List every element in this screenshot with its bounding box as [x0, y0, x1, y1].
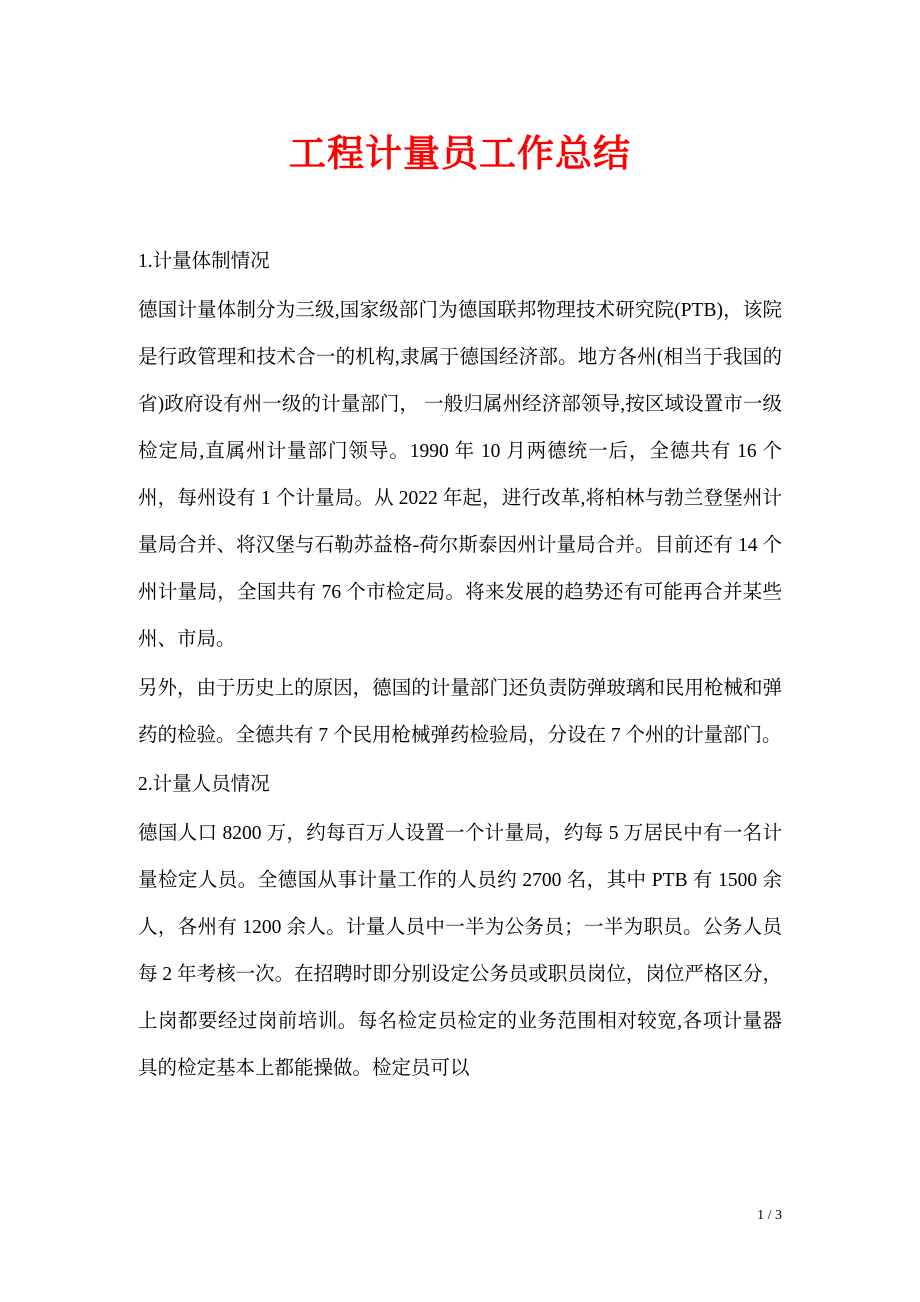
page-title: 工程计量员工作总结 [289, 133, 631, 174]
page-number: 1 / 3 [757, 1208, 782, 1223]
section-heading-2: 2.计量人员情况 [138, 774, 270, 796]
body-paragraph-3: 德国人口 8200 万，约每百万人设置一个计量局，约每 5 万居民中有一名计量检定人员。全德国从事计量工作的人员约 2700 名，其中 PTB 有 1500 余人，各州有 1200 余人。计量人员中一半为公务员；一半为职员。公务人员每 2 年考核一次。在招聘时即分别设定公务员或职员岗位，岗位严格区分，上岗都要经过岗前培训。每名检定员检定的业务范围相对较宽,各项计量器具的检定基本上都能操做。检定员可以 [138, 823, 782, 1080]
section-heading-1: 1.计量体制情况 [138, 251, 270, 273]
document-body [138, 238, 782, 1092]
body-paragraph-2: 另外，由于历史上的原因，德国的计量部门还负责防弹玻璃和民用枪械和弹药的检验。全德共有 7 个民用枪械弹药检验局，分设在 7 个州的计量部门。 [138, 678, 782, 747]
body-paragraph-1: 德国计量体制分为三级,国家级部门为德国联邦物理技术研究院(PTB)，该院是行政管理和技术合一的机构,隶属于德国经济部。地方各州(相当于我国的省)政府设有州一级的计量部门， 一般归属州经济部领导,按区域设置市一级检定局,直属州计量部门领导。1990 年 10 月两德统一后，全德共有 16 个州，每州设有 1 个计量局。从 2022 年起，进行改革,将柏林与勃兰登堡州计量局合并、将汉堡与石勒苏益格-荷尔斯泰因州计量局合并。目前还有 14 个州计量局，全国共有 76 个市检定局。将来发展的趋势还有可能再合并某些州、市局。 [138, 300, 782, 651]
